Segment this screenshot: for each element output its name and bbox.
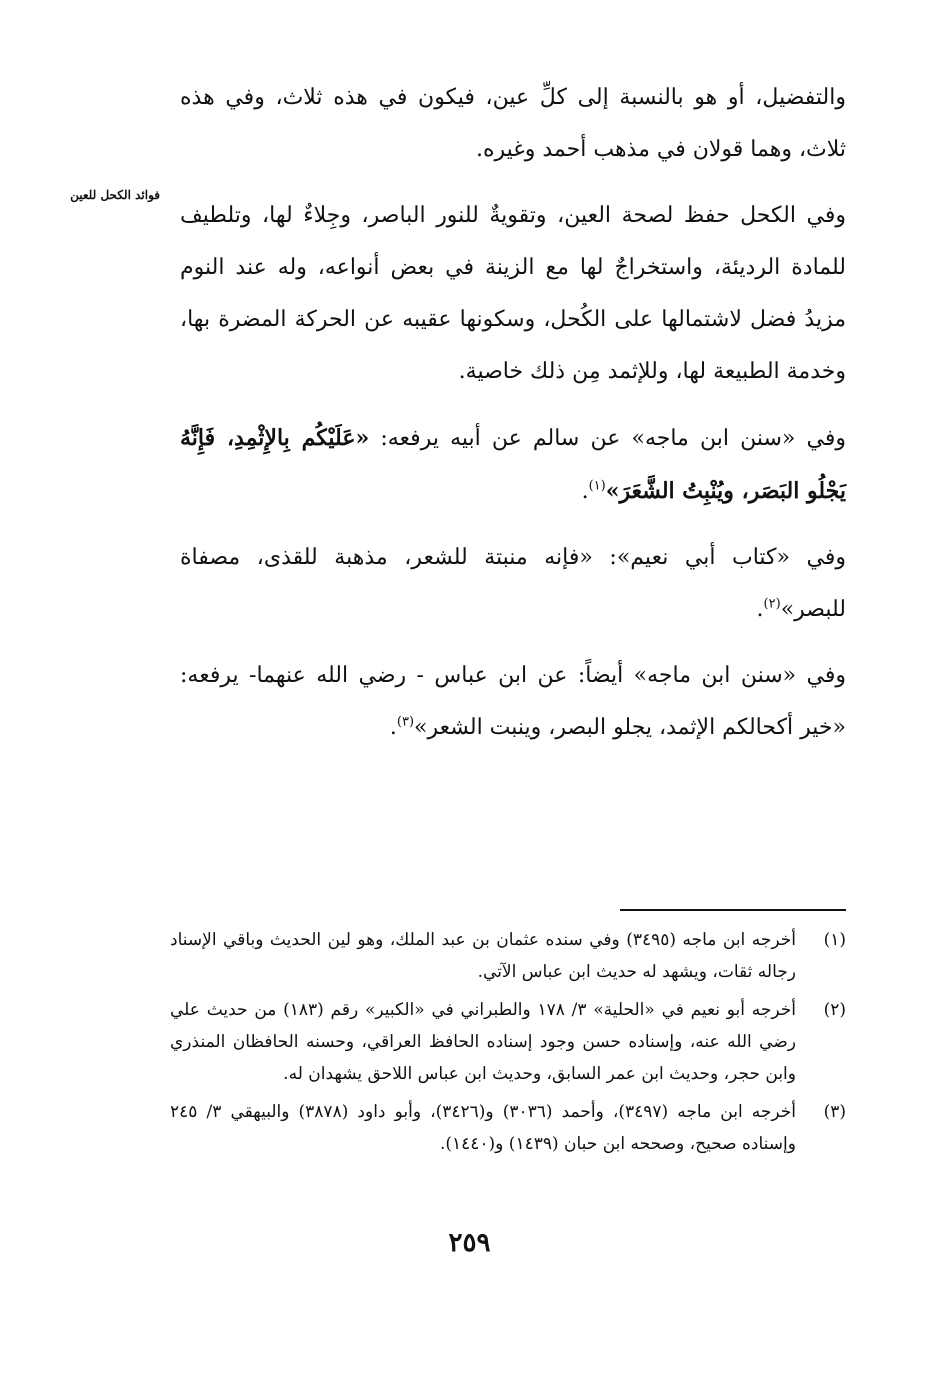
paragraph-5-intro: وفي «سنن ابن ماجه» أيضاً: عن ابن عباس - رضي الله عنهما- يرفعه: — [180, 663, 846, 688]
paragraph-4-intro: وفي «كتاب أبي نعيم»: — [592, 545, 846, 570]
paragraph-5 — [180, 650, 846, 754]
footnote-ref-3: (٣) — [396, 714, 415, 730]
main-text — [180, 72, 846, 754]
footnote-number: (٢) — [823, 1000, 846, 1020]
footnote-divider — [620, 909, 846, 911]
footnote-text: أخرجه ابن ماجه (٣٤٩٥) وفي سنده عثمان بن عبد الملك، وهو لين الحديث وباقي الإسناد رجاله ثقات، ويشهد له حديث ابن عباس الآتي. — [170, 930, 796, 982]
hadith-quote-1: «عَلَيْكُم بِالإِثْمِدِ، فَإِنَّهُ يَجْلُو البَصَر، ويُنْبِتُ الشَّعَرَ» — [180, 425, 846, 504]
footnotes — [170, 924, 846, 1166]
paragraph-3-end: . — [581, 479, 589, 504]
paragraph-3-intro: وفي «سنن ابن ماجه» عن سالم عن أبيه يرفعه: — [369, 426, 846, 451]
paragraph-3 — [180, 412, 846, 518]
paragraph-4-end: . — [756, 597, 764, 622]
footnote-number: (١) — [823, 930, 846, 950]
hadith-quote-2: «فإنه منبتة للشعر، مذهبة للقذى، مصفاة للبصر» — [180, 545, 846, 622]
paragraph-2: وفي الكحل حفظ لصحة العين، وتقويةٌ للنور الباصر، وجِلاءٌ لها، وتلطيف للمادة الرديئة، واستخراجٌ لها مع الزينة في بعض أنواعه، وله عند النوم مزيدُ فضل لاشتمالها على الكُحل، وسكونها عقيبه عن الحركة المضرة بها، وخدمة الطبيعة لها، وللإثمد مِن ذلك خاصية. — [180, 203, 846, 384]
footnote-ref-1: (١) — [588, 478, 606, 494]
footnote-ref-2: (٢) — [763, 596, 781, 612]
page-number: ٢٥٩ — [448, 1228, 491, 1258]
hadith-quote-3: «خير أكحالكم الإثمد، يجلو البصر، وينبت الشعر» — [414, 715, 846, 740]
footnote-text: أخرجه أبو نعيم في «الحلية» ٣/ ١٧٨ والطبراني في «الكبير» رقم (١٨٣) من حديث علي رضي الله عنه، وإسناده حسن وجود إسناده الحافظ العراقي، وحسنه الحافظان المنذري وابن حجر، وحديث ابن عمر السابق، وحديث ابن عباس اللاحق يشهدان له. — [170, 1000, 796, 1084]
footnote-2 — [170, 994, 846, 1090]
footnote-3 — [170, 1096, 846, 1160]
paragraph-1: والتفضيل، أو هو بالنسبة إلى كلِّ عين، فيكون في هذه ثلاث، وفي هذه ثلاث، وهما قولان في مذهب أحمد وغيره. — [180, 85, 846, 162]
footnote-number: (٣) — [823, 1102, 846, 1122]
paragraph-4 — [180, 532, 846, 636]
paragraph-5-end: . — [389, 715, 397, 740]
footnote-1 — [170, 924, 846, 988]
margin-note: فوائد الكحل للعين — [70, 188, 160, 202]
footnote-text: أخرجه ابن ماجه (٣٤٩٧)، وأحمد (٣٠٣٦) و(٣٤٢٦)، وأبو داود (٣٨٧٨) والبيهقي ٣/ ٢٤٥ وإسناده صحيح، وصححه ابن حبان (١٤٣٩) و(١٤٤٠). — [170, 1102, 796, 1154]
